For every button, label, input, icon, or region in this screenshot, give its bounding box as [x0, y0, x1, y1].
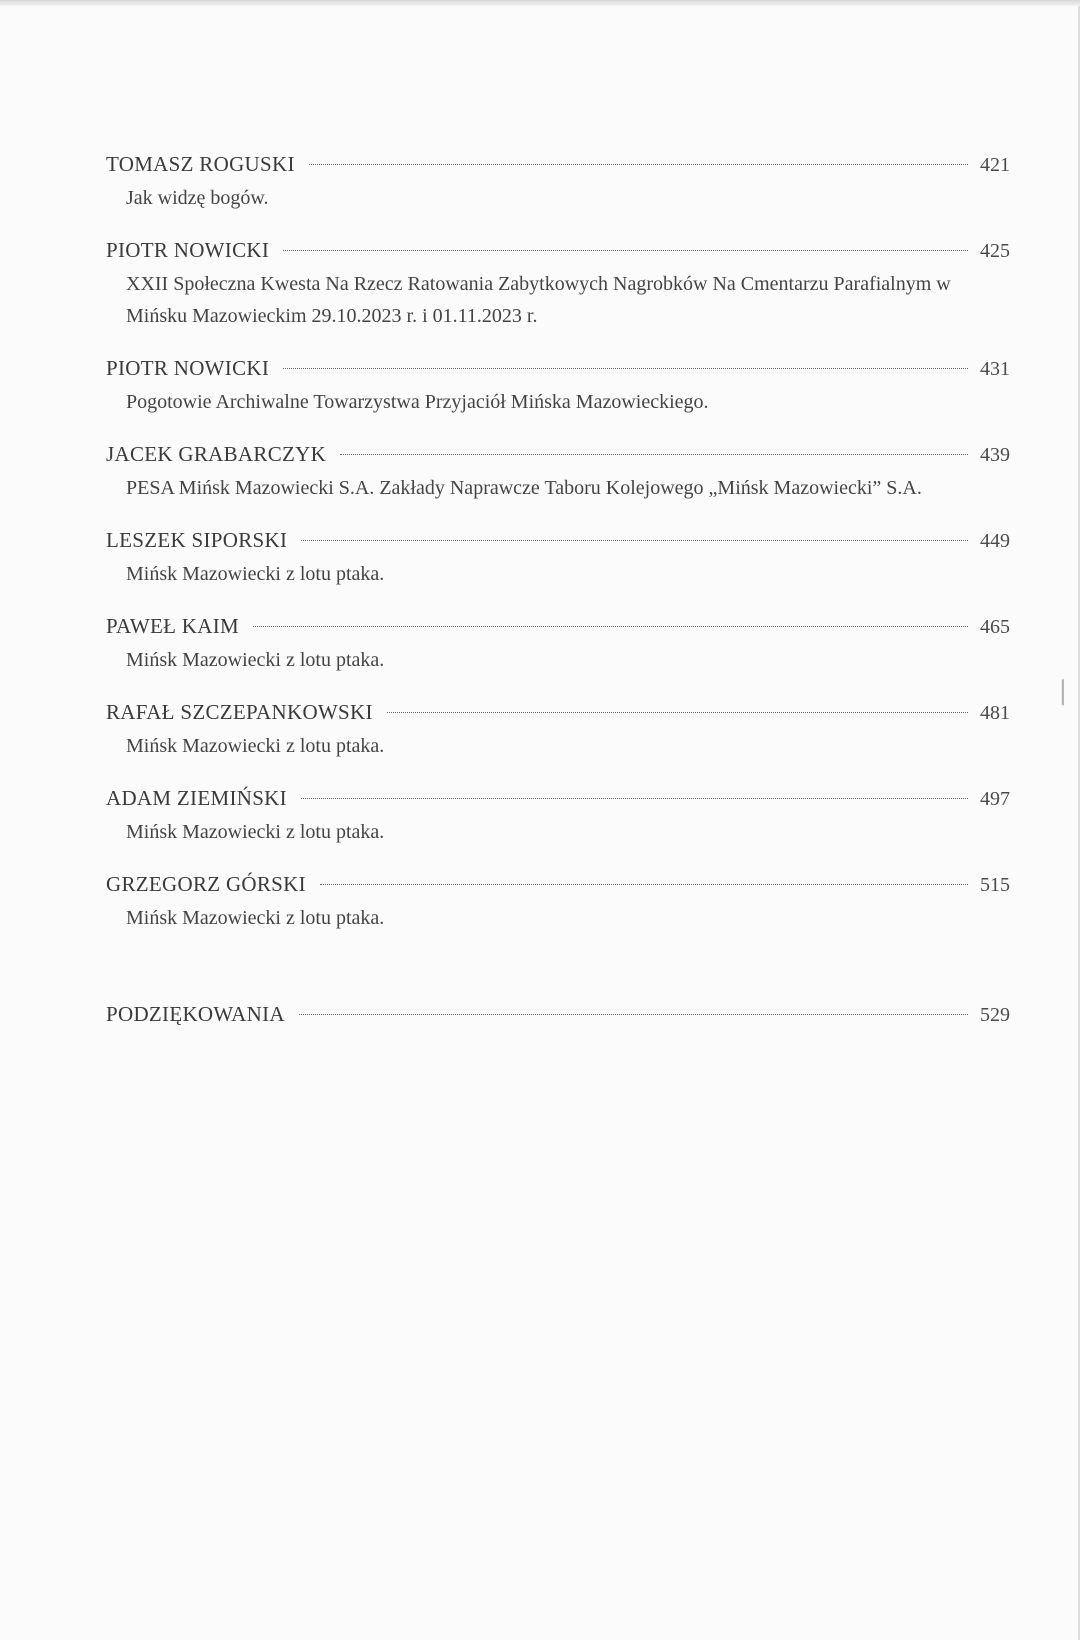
dot-leader: [387, 712, 968, 713]
toc-title: Mińsk Mazowiecki z lotu ptaka.: [126, 563, 385, 585]
toc-page-number: 431: [980, 358, 1010, 380]
page-top-edge: [0, 0, 1080, 6]
toc-title: Mińsk Mazowiecki z lotu ptaka.: [126, 821, 385, 843]
toc-title: PESA Mińsk Mazowiecki S.A. Zakłady Naprawcze Taboru Kolejowego „Mińsk Mazowiecki” S.A.: [126, 477, 922, 499]
toc-entry: [106, 238, 1010, 332]
toc-entry-head: [106, 152, 1010, 182]
toc-entry: [106, 872, 1010, 934]
toc-title: Pogotowie Archiwalne Towarzystwa Przyjaciół Mińska Mazowieckiego.: [126, 391, 709, 413]
toc-entry-head: [106, 786, 1010, 816]
toc-page-number: 529: [980, 1004, 1010, 1026]
toc-entry: [106, 614, 1010, 676]
toc-author: PAWEŁ KAIM: [106, 614, 239, 638]
toc-author: ADAM ZIEMIŃSKI: [106, 786, 287, 810]
toc-page-number: 497: [980, 788, 1010, 810]
toc-author: RAFAŁ SZCZEPANKOWSKI: [106, 700, 373, 724]
toc-entry-acknowledgements: [106, 1002, 1010, 1032]
toc-author: PIOTR NOWICKI: [106, 356, 270, 380]
toc-author: LESZEK SIPORSKI: [106, 528, 288, 552]
toc-page-number: 439: [980, 444, 1010, 466]
toc-entry-head: [106, 528, 1010, 558]
toc-entry: [106, 442, 1010, 504]
toc-page-number: 425: [980, 240, 1010, 262]
dot-leader: [253, 626, 968, 627]
toc-entry: [106, 700, 1010, 762]
toc-entry: [106, 356, 1010, 418]
toc-entry-head: [106, 1002, 1010, 1032]
toc-author: JACEK GRABARCZYK: [106, 442, 327, 466]
toc-page-number: 449: [980, 530, 1010, 552]
toc-entry: [106, 786, 1010, 848]
dot-leader: [283, 368, 968, 369]
dot-leader: [299, 1014, 968, 1015]
dot-leader: [283, 250, 968, 251]
toc-author: TOMASZ ROGUSKI: [106, 152, 295, 176]
toc-page-number: 481: [980, 702, 1010, 724]
toc-page-number: 465: [980, 616, 1010, 638]
toc-section-label: PODZIĘKOWANIA: [106, 1002, 285, 1026]
toc-title: XXII Społeczna Kwesta Na Rzecz Ratowania Zabytkowych Nagrobków Na Cmentarzu Parafialnym w Mińsku Mazowieckim 29.10.2023 r. i 01.11.2023 r.: [126, 273, 951, 327]
toc-entry: [106, 528, 1010, 590]
toc-entry-head: [106, 356, 1010, 386]
toc-page-number: 515: [980, 874, 1010, 896]
toc-entry-head: [106, 872, 1010, 902]
toc-entry-head: [106, 442, 1010, 472]
toc-title: Mińsk Mazowiecki z lotu ptaka.: [126, 649, 385, 671]
toc-page-number: 421: [980, 154, 1010, 176]
toc-title: Mińsk Mazowiecki z lotu ptaka.: [126, 735, 385, 757]
toc-entry-head: [106, 614, 1010, 644]
toc-author: PIOTR NOWICKI: [106, 238, 270, 262]
dot-leader: [340, 454, 968, 455]
toc-author: GRZEGORZ GÓRSKI: [106, 872, 306, 896]
dot-leader: [301, 540, 968, 541]
toc-title: Mińsk Mazowiecki z lotu ptaka.: [126, 907, 385, 929]
toc-entry-head: [106, 238, 1010, 268]
toc-entry: [106, 152, 1010, 214]
bookmark-ribbon-icon: ❘: [1052, 676, 1074, 705]
dot-leader: [301, 798, 968, 799]
toc-title: Jak widzę bogów.: [126, 187, 269, 209]
table-of-contents: [106, 152, 1010, 1056]
dot-leader: [320, 884, 968, 885]
toc-entry-head: [106, 700, 1010, 730]
dot-leader: [309, 164, 968, 165]
